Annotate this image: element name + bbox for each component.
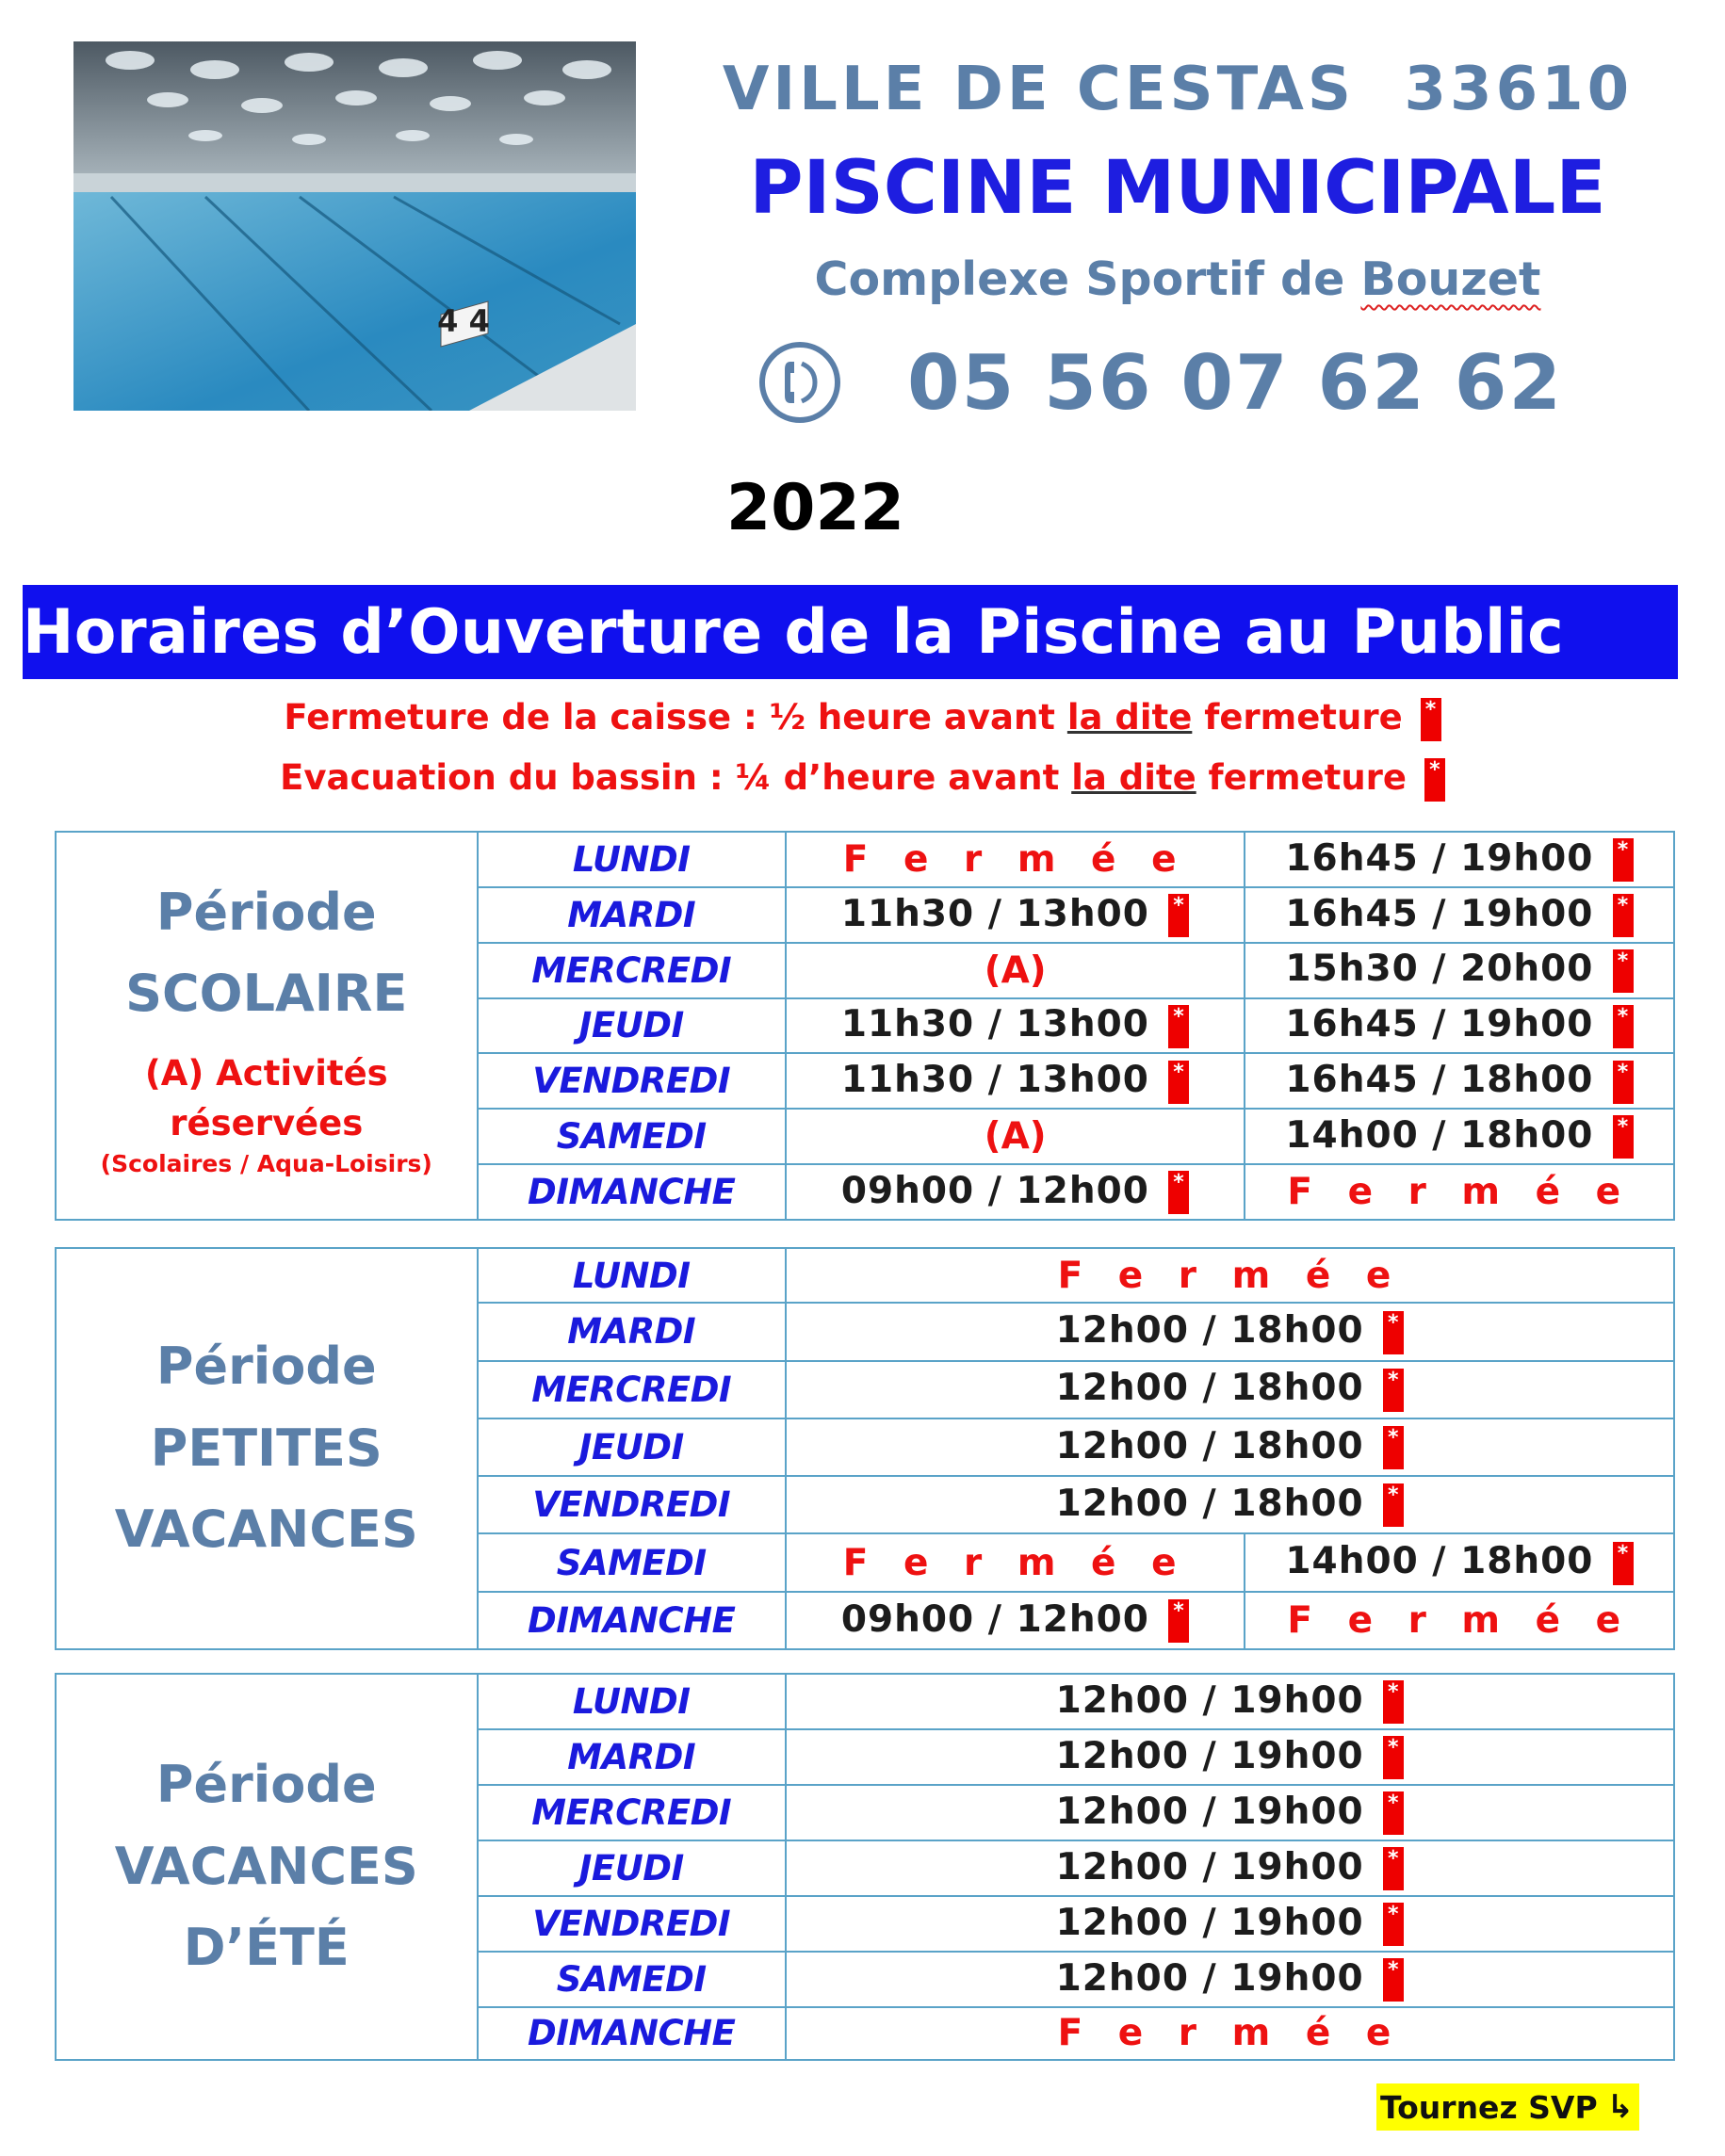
day-cell: MERCREDI: [478, 1785, 786, 1840]
day-cell: DIMANCHE: [478, 1164, 786, 1220]
asterisk-marker: *: [1613, 1542, 1634, 1585]
asterisk-marker: *: [1383, 1903, 1404, 1946]
day-cell: LUNDI: [478, 832, 786, 887]
slot-reserved: (A): [786, 1109, 1245, 1164]
day-cell: JEUDI: [478, 1840, 786, 1896]
day-cell: DIMANCHE: [478, 1592, 786, 1649]
slot-time: [786, 1729, 1674, 1785]
asterisk-marker: *: [1383, 1736, 1404, 1779]
asterisk-marker: *: [1383, 1847, 1404, 1890]
period-label-scolaire: [56, 832, 478, 1220]
asterisk-marker: *: [1613, 894, 1634, 937]
slot-time: [1245, 998, 1674, 1054]
slot-time: [786, 1592, 1245, 1649]
note-text: Evacuation du bassin : ¼ d’heure avant: [280, 757, 1072, 798]
period-line: Période: [155, 1755, 377, 1815]
complex-subtitle: [659, 252, 1696, 306]
day-cell: VENDREDI: [478, 1476, 786, 1533]
asterisk-marker: *: [1383, 1369, 1404, 1412]
schedule-vacances-ete: [55, 1673, 1675, 2061]
day-cell: VENDREDI: [478, 1053, 786, 1109]
time-text: 11h30 / 13h00: [840, 892, 1149, 935]
page-title: PISCINE MUNICIPALE: [749, 146, 1606, 231]
reserved-note-line: réservées: [170, 1103, 364, 1144]
day-cell: SAMEDI: [478, 1109, 786, 1164]
slot-time: [1245, 1533, 1674, 1591]
slot-time: [786, 998, 1245, 1054]
asterisk-marker: *: [1168, 1599, 1189, 1643]
day-cell: LUNDI: [478, 1248, 786, 1303]
schedule-petites-vacances: [55, 1247, 1675, 1650]
time-text: 12h00 / 19h00: [1055, 1678, 1364, 1722]
evacuation-note: [0, 757, 1725, 802]
asterisk-marker: *: [1168, 894, 1189, 937]
time-text: 15h30 / 20h00: [1285, 948, 1594, 991]
slot-time: [786, 1896, 1674, 1952]
slot-time: [786, 1952, 1674, 2007]
day-cell: VENDREDI: [478, 1896, 786, 1952]
slot-time: [786, 1674, 1674, 1729]
time-text: 12h00 / 18h00: [1055, 1309, 1364, 1353]
note-underlined: la dite: [1066, 697, 1193, 738]
slot-time: [1245, 1053, 1674, 1109]
asterisk-marker: *: [1383, 1680, 1404, 1724]
time-text: 09h00 / 12h00: [840, 1597, 1149, 1641]
day-cell: MARDI: [478, 887, 786, 943]
time-text: 11h30 / 13h00: [840, 1059, 1149, 1102]
slot-time: [1245, 887, 1674, 943]
asterisk-marker: *: [1168, 1005, 1189, 1048]
slot-time: [786, 1840, 1674, 1896]
time-text: 12h00 / 19h00: [1055, 1845, 1364, 1889]
time-text: 12h00 / 19h00: [1055, 1734, 1364, 1777]
day-cell: MARDI: [478, 1729, 786, 1785]
day-cell: SAMEDI: [478, 1952, 786, 2007]
opening-hours-banner: [23, 585, 1678, 679]
asterisk-marker: *: [1613, 1061, 1634, 1104]
day-cell: JEUDI: [478, 998, 786, 1054]
time-text: 14h00 / 18h00: [1285, 1540, 1594, 1583]
slot-time: [786, 1303, 1674, 1360]
slot-time: [1245, 943, 1674, 998]
cashier-closing-note: [0, 697, 1725, 741]
lane-number: 4 4: [437, 303, 490, 339]
slot-closed: F e r m é e: [786, 832, 1245, 887]
turn-page-text: Tournez SVP: [1380, 2088, 1598, 2126]
asterisk-marker: *: [1383, 1311, 1404, 1354]
asterisk-marker: *: [1613, 1005, 1634, 1048]
telephone-icon: [758, 341, 841, 424]
slot-reserved: (A): [786, 943, 1245, 998]
slot-closed: F e r m é e: [786, 2007, 1674, 2060]
slot-closed: F e r m é e: [786, 1533, 1245, 1591]
asterisk-marker: *: [1383, 1958, 1404, 2002]
complex-place: Bouzet: [1360, 252, 1541, 306]
phone-number[interactable]: 05 56 07 62 62: [907, 338, 1564, 427]
day-cell: DIMANCHE: [478, 2007, 786, 2060]
slot-closed: F e r m é e: [1245, 1164, 1674, 1220]
period-line: D’ÉTÉ: [183, 1918, 350, 1978]
day-cell: LUNDI: [478, 1674, 786, 1729]
reserved-note-line: (A) Activités: [144, 1052, 388, 1094]
asterisk-marker: *: [1613, 838, 1634, 882]
reserved-note: [57, 1048, 477, 1180]
slot-time: [1245, 832, 1674, 887]
time-text: 16h45 / 19h00: [1285, 1003, 1594, 1046]
asterisk-marker: *: [1383, 1483, 1404, 1527]
time-text: 09h00 / 12h00: [840, 1169, 1149, 1212]
day-cell: MERCREDI: [478, 943, 786, 998]
reserved-note-detail: (Scolaires / Aqua-Loisirs): [100, 1149, 432, 1177]
period-line: VACANCES: [114, 1499, 418, 1560]
asterisk-marker: *: [1383, 1791, 1404, 1835]
time-text: 14h00 / 18h00: [1285, 1113, 1594, 1157]
slot-closed: F e r m é e: [786, 1248, 1674, 1303]
day-cell: JEUDI: [478, 1418, 786, 1476]
asterisk-marker: *: [1168, 1171, 1189, 1214]
note-underlined: la dite: [1071, 757, 1196, 798]
period-label-petites-vacances: [56, 1248, 478, 1649]
day-cell: MARDI: [478, 1303, 786, 1360]
slot-time: [786, 1476, 1674, 1533]
asterisk-marker: *: [1421, 698, 1441, 741]
time-text: 12h00 / 18h00: [1055, 1424, 1364, 1467]
slot-time: [786, 1053, 1245, 1109]
note-suffix: fermeture: [1196, 757, 1419, 798]
period-line: VACANCES: [114, 1836, 418, 1896]
banner-title: Horaires d’Ouverture de la Piscine au Public: [23, 596, 1565, 668]
time-text: 11h30 / 13h00: [840, 1003, 1149, 1046]
slot-time: [786, 1418, 1674, 1476]
slot-time: [786, 1785, 1674, 1840]
note-suffix: fermeture: [1192, 697, 1415, 738]
day-cell: MERCREDI: [478, 1361, 786, 1418]
slot-time: [786, 887, 1245, 943]
period-label-vacances-ete: [56, 1674, 478, 2060]
time-text: 12h00 / 19h00: [1055, 1901, 1364, 1944]
city-heading: VILLE DE CESTAS 33610: [722, 55, 1634, 124]
slot-time: [786, 1361, 1674, 1418]
asterisk-marker: *: [1168, 1061, 1189, 1104]
day-cell: SAMEDI: [478, 1533, 786, 1591]
turn-page-arrow-icon: ↳: [1606, 2088, 1635, 2126]
time-text: 16h45 / 19h00: [1285, 892, 1594, 935]
period-line: Période: [155, 882, 377, 942]
time-text: 12h00 / 18h00: [1055, 1482, 1364, 1525]
slot-time: [1245, 1109, 1674, 1164]
period-line: Période: [155, 1337, 377, 1397]
complex-prefix: Complexe Sportif de: [814, 252, 1361, 306]
time-text: 16h45 / 19h00: [1285, 836, 1594, 880]
time-text: 12h00 / 18h00: [1055, 1367, 1364, 1410]
asterisk-marker: *: [1383, 1426, 1404, 1469]
asterisk-marker: *: [1613, 1115, 1634, 1159]
phone-line: [758, 335, 1563, 430]
time-text: 12h00 / 19h00: [1055, 1790, 1364, 1833]
schedule-scolaire: [55, 831, 1675, 1221]
turn-page-note: [1376, 2083, 1639, 2131]
note-text: Fermeture de la caisse : ½ heure avant: [284, 697, 1067, 738]
period-line: SCOLAIRE: [125, 964, 408, 1024]
time-text: 12h00 / 19h00: [1055, 1956, 1364, 2000]
period-line: PETITES: [150, 1418, 382, 1478]
time-text: 16h45 / 18h00: [1285, 1059, 1594, 1102]
year-heading: 2022: [725, 471, 905, 545]
asterisk-marker: *: [1424, 758, 1445, 802]
slot-time: [786, 1164, 1245, 1220]
slot-closed: F e r m é e: [1245, 1592, 1674, 1649]
asterisk-marker: *: [1613, 949, 1634, 993]
pool-photo: [73, 41, 636, 411]
